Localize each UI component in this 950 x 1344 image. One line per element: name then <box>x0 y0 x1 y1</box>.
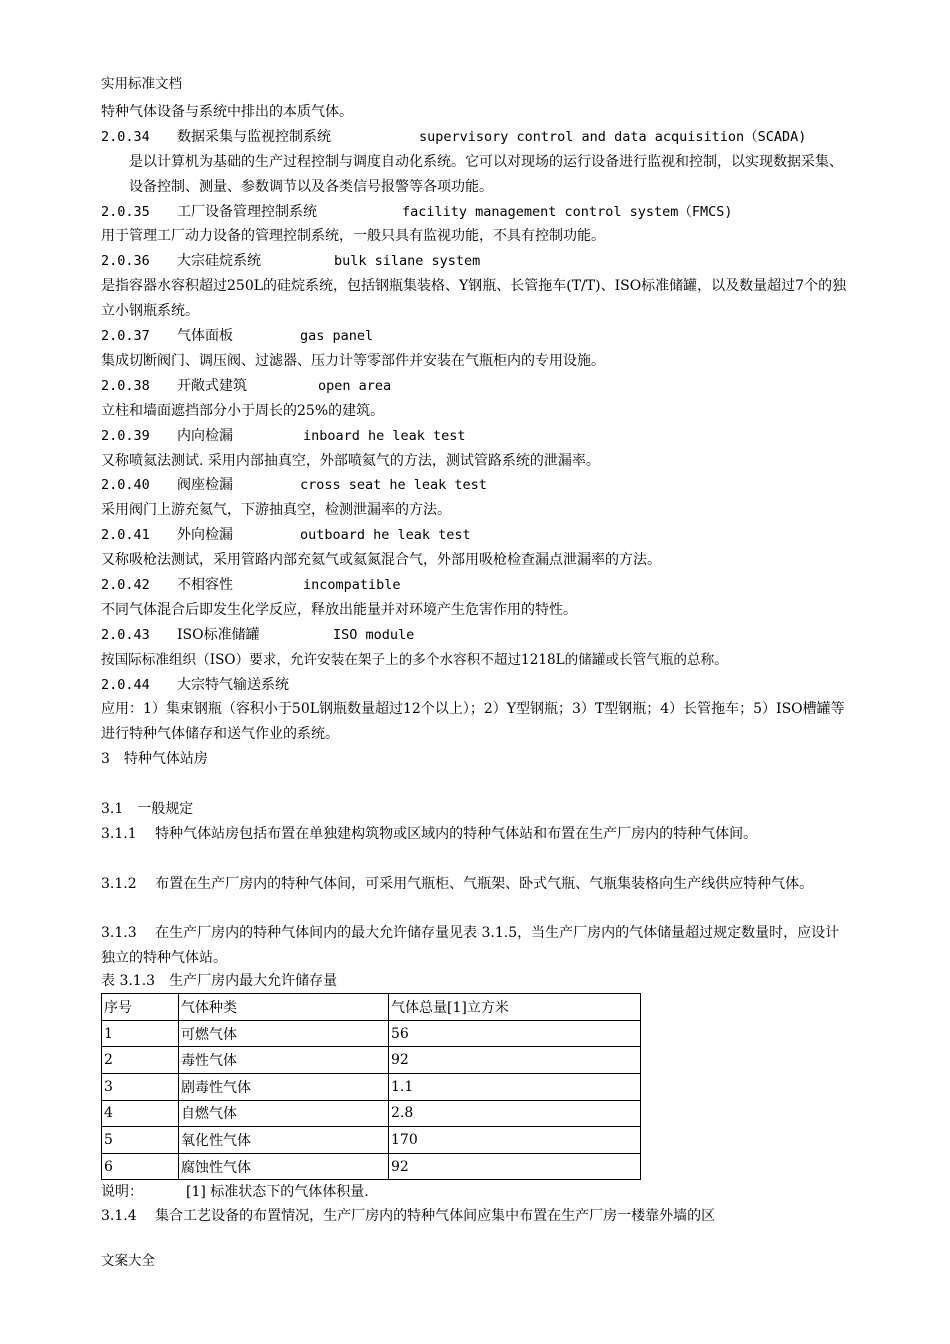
term-2-0-40: 2.0.40 阀座检漏 cross seat he leak test <box>101 477 487 494</box>
table-cell: 2.8 <box>389 1100 641 1127</box>
term-2-0-41: 2.0.41 外向检漏 outboard he leak test <box>101 527 471 544</box>
table-cell: 可燃气体 <box>179 1020 389 1047</box>
term-2-0-43-desc: 按国际标准组织（ISO）要求，允许安装在架子上的多个水容积不超过1218L的储罐或长管气瓶的总称。 <box>101 651 728 668</box>
table-header-cell: 气体总量[1]立方米 <box>389 994 641 1021</box>
table-cell: 56 <box>389 1020 641 1047</box>
table-row <box>102 1127 641 1154</box>
table-row <box>102 1074 641 1101</box>
table-title: 表 3.1.3 生产厂房内最大允许储存量 <box>101 973 338 990</box>
table-header-cell: 气体种类 <box>179 994 389 1021</box>
table-row <box>102 1100 641 1127</box>
intro-line: 特种气体设备与系统中排出的本质气体。 <box>101 104 353 120</box>
term-2-0-42-desc: 不同气体混合后即发生化学反应，释放出能量并对环境产生危害作用的特性。 <box>101 601 577 618</box>
para-3-1-3: 3.1.3 在生产厂房内的特种气体间内的最大允许储存量见表 3.1.5，当生产厂房内的气体储量超过规定数量时，应设计独立的特种气体站。 <box>101 925 840 967</box>
para-3-1-4: 3.1.4 集合工艺设备的布置情况，生产厂房内的特种气体间应集中布置在生产厂房一楼靠外墙的区 <box>101 1208 716 1225</box>
term-2-0-36: 2.0.36 大宗硅烷系统 bulk silane system <box>101 253 481 270</box>
page-footer: 文案大全 <box>101 1253 155 1269</box>
table-cell: 5 <box>102 1127 179 1154</box>
table-note: 说明： [1] 标准状态下的气体体积量. <box>101 1184 369 1201</box>
para-3-1-1: 3.1.1 特种气体站房包括布置在单独建构筑物或区域内的特种气体站和布置在生产厂房内的特种气体间。 <box>101 825 758 842</box>
term-2-0-42: 2.0.42 不相容性 incompatible <box>101 576 401 593</box>
document-body <box>101 100 851 1229</box>
term-2-0-40-desc: 采用阀门上游充氦气，下游抽真空，检测泄漏率的方法。 <box>101 502 451 519</box>
table-cell: 170 <box>389 1127 641 1154</box>
table-header-cell: 序号 <box>102 994 179 1021</box>
term-2-0-37: 2.0.37 气体面板 gas panel <box>101 328 374 345</box>
table-cell: 6 <box>102 1153 179 1180</box>
table-cell: 毒性气体 <box>179 1047 389 1074</box>
table-header-row <box>102 994 641 1021</box>
term-2-0-38-desc: 立柱和墙面遮挡部分小于周长的25%的建筑。 <box>101 402 385 419</box>
table-cell: 92 <box>389 1047 641 1074</box>
table-cell: 腐蚀性气体 <box>179 1153 389 1180</box>
table-cell: 4 <box>102 1100 179 1127</box>
term-2-0-43: 2.0.43 ISO标准储罐 ISO module <box>101 626 415 643</box>
table-cell: 2 <box>102 1047 179 1074</box>
term-2-0-35-desc: 用于管理工厂动力设备的管理控制系统，一般只具有监视功能，不具有控制功能。 <box>101 228 605 245</box>
table-cell: 剧毒性气体 <box>179 1074 389 1101</box>
term-2-0-41-desc: 又称吸枪法测试，采用管路内部充氦气或氦氮混合气，外部用吸枪检查漏点泄漏率的方法。 <box>101 552 661 569</box>
blank-line <box>101 772 851 797</box>
term-2-0-34: 2.0.34 数据采集与监视控制系统 supervisory control and data acquisition（SCADA) <box>101 128 807 145</box>
page-header: 实用标准文档 <box>101 76 182 92</box>
para-3-1-2: 3.1.2 布置在生产厂房内的特种气体间，可采用气瓶柜、气瓶架、卧式气瓶、气瓶集装格向生产线供应特种气体。 <box>101 875 814 892</box>
table-cell: 92 <box>389 1153 641 1180</box>
term-2-0-39: 2.0.39 内向检漏 inboard he leak test <box>101 427 466 444</box>
chapter-3-title: 3 特种气体站房 <box>101 751 208 768</box>
term-2-0-44-desc: 应用：1）集束钢瓶（容积小于50L钢瓶数量超过12个以上）；2）Y型钢瓶；3）T型钢瓶；4）长管拖车；5）ISO槽罐等进行特种气体储存和送气作业的系统。 <box>101 701 845 743</box>
table-cell: 1.1 <box>389 1074 641 1101</box>
term-2-0-44: 2.0.44 大宗特气输送系统 <box>101 676 289 693</box>
table-row <box>102 1153 641 1180</box>
table-cell: 自燃气体 <box>179 1100 389 1127</box>
term-2-0-35: 2.0.35 工厂设备管理控制系统 facility management control system（FMCS) <box>101 203 733 220</box>
term-2-0-34-desc: 是以计算机为基础的生产过程控制与调度自动化系统。它可以对现场的运行设备进行监视和控制，以实现数据采集、设备控制、测量、参数调节以及各类信号报警等各项功能。 <box>129 153 843 195</box>
storage-table <box>101 993 641 1180</box>
table-row <box>102 1020 641 1047</box>
table-cell: 3 <box>102 1074 179 1101</box>
table-row <box>102 1047 641 1074</box>
term-2-0-39-desc: 又称喷氦法测试. 采用内部抽真空，外部喷氦气的方法，测试管路系统的泄漏率。 <box>101 452 600 469</box>
term-2-0-37-desc: 集成切断阀门、调压阀、过滤器、压力计等零部件并安装在气瓶柜内的专用设施。 <box>101 352 605 369</box>
section-3-1-title: 3.1 一般规定 <box>101 800 194 817</box>
term-2-0-38: 2.0.38 开敞式建筑 open area <box>101 377 392 394</box>
table-cell: 氧化性气体 <box>179 1127 389 1154</box>
table-cell: 1 <box>102 1020 179 1047</box>
term-2-0-36-desc: 是指容器水容积超过250L的硅烷系统，包括钢瓶集装格、Y钢瓶、长管拖车(T/T)、ISO标准储罐，以及数量超过7个的独立小钢瓶系统。 <box>101 278 847 320</box>
